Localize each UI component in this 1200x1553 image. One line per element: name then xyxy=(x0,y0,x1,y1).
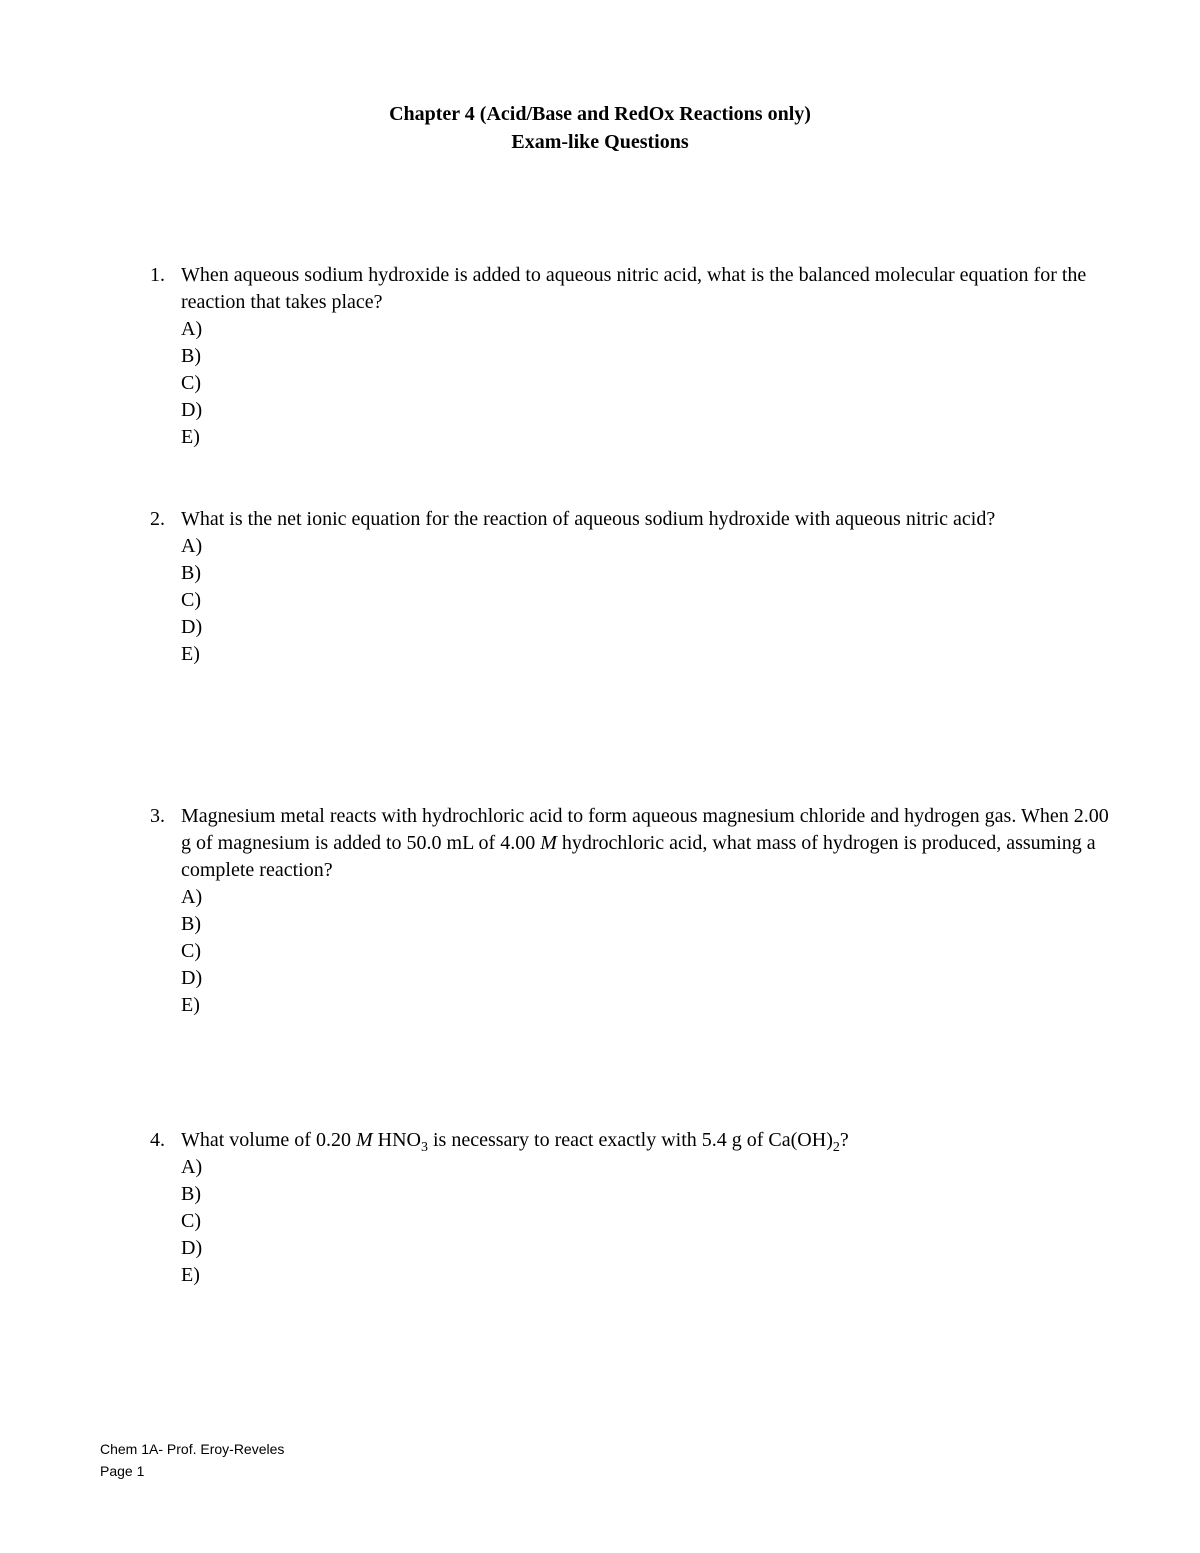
question-text-part: Magnesium metal reacts with hydrochloric acid to form aqueous magnesium chloride and hydrogen gas. When 2.00 g of magnesium is added to 50.0 mL of 4.00 xyxy=(181,805,1109,854)
choice-c: C) xyxy=(181,372,201,394)
choice-a: A) xyxy=(181,1156,203,1178)
choice-a: A) xyxy=(181,535,203,557)
question-4 xyxy=(150,1127,1110,1289)
question-text-part: is necessary to react exactly with 5.4 g of Ca(OH) xyxy=(427,1129,833,1151)
page-title: Chapter 4 (Acid/Base and RedOx Reactions only) xyxy=(389,103,811,125)
choice-b: B) xyxy=(181,345,201,367)
choice-c: C) xyxy=(181,589,201,611)
choice-b: B) xyxy=(181,913,201,935)
choice-d: D) xyxy=(181,967,203,989)
question-text-part: HNO xyxy=(372,1129,421,1151)
question-3 xyxy=(150,803,1110,1019)
footer-page-number: Page 1 xyxy=(100,1463,145,1479)
choice-c: C) xyxy=(181,940,201,962)
choice-c: C) xyxy=(181,1210,201,1232)
subscript: 2 xyxy=(832,1140,840,1155)
question-2 xyxy=(150,506,1110,668)
choice-e: E) xyxy=(181,643,200,665)
choice-a: A) xyxy=(181,886,203,908)
molarity-symbol: M xyxy=(355,1129,373,1151)
choice-d: D) xyxy=(181,616,203,638)
molarity-symbol: M xyxy=(540,832,557,854)
choice-e: E) xyxy=(181,994,200,1016)
question-text-part: hydrochloric acid, what mass of hydrogen is produced, assuming a complete reaction? xyxy=(181,832,1096,881)
choice-a: A) xyxy=(181,318,203,340)
question-number: 1. xyxy=(150,264,165,286)
choice-d: D) xyxy=(181,399,203,421)
question-text xyxy=(181,1127,1110,1154)
question-text: What is the net ionic equation for the reaction of aqueous sodium hydroxide with aqueous nitric acid? xyxy=(181,508,996,530)
choice-b: B) xyxy=(181,1183,201,1205)
question-1 xyxy=(150,262,1110,451)
question-number: 4. xyxy=(150,1129,165,1151)
choice-e: E) xyxy=(181,426,200,448)
question-number: 2. xyxy=(150,508,165,530)
choice-d: D) xyxy=(181,1237,203,1259)
page-subtitle: Exam-like Questions xyxy=(511,131,689,153)
question-text xyxy=(181,803,1110,884)
footer-course: Chem 1A- Prof. Eroy-Reveles xyxy=(100,1441,285,1457)
question-number: 3. xyxy=(150,805,165,827)
question-text-part: What volume of 0.20 xyxy=(181,1129,356,1151)
choice-b: B) xyxy=(181,562,201,584)
question-text-part: ? xyxy=(839,1129,849,1151)
choice-e: E) xyxy=(181,1264,200,1286)
subscript: 3 xyxy=(420,1140,428,1155)
question-text: When aqueous sodium hydroxide is added to aqueous nitric acid, what is the balanced molecular equation for the reaction that takes place? xyxy=(181,264,1087,313)
